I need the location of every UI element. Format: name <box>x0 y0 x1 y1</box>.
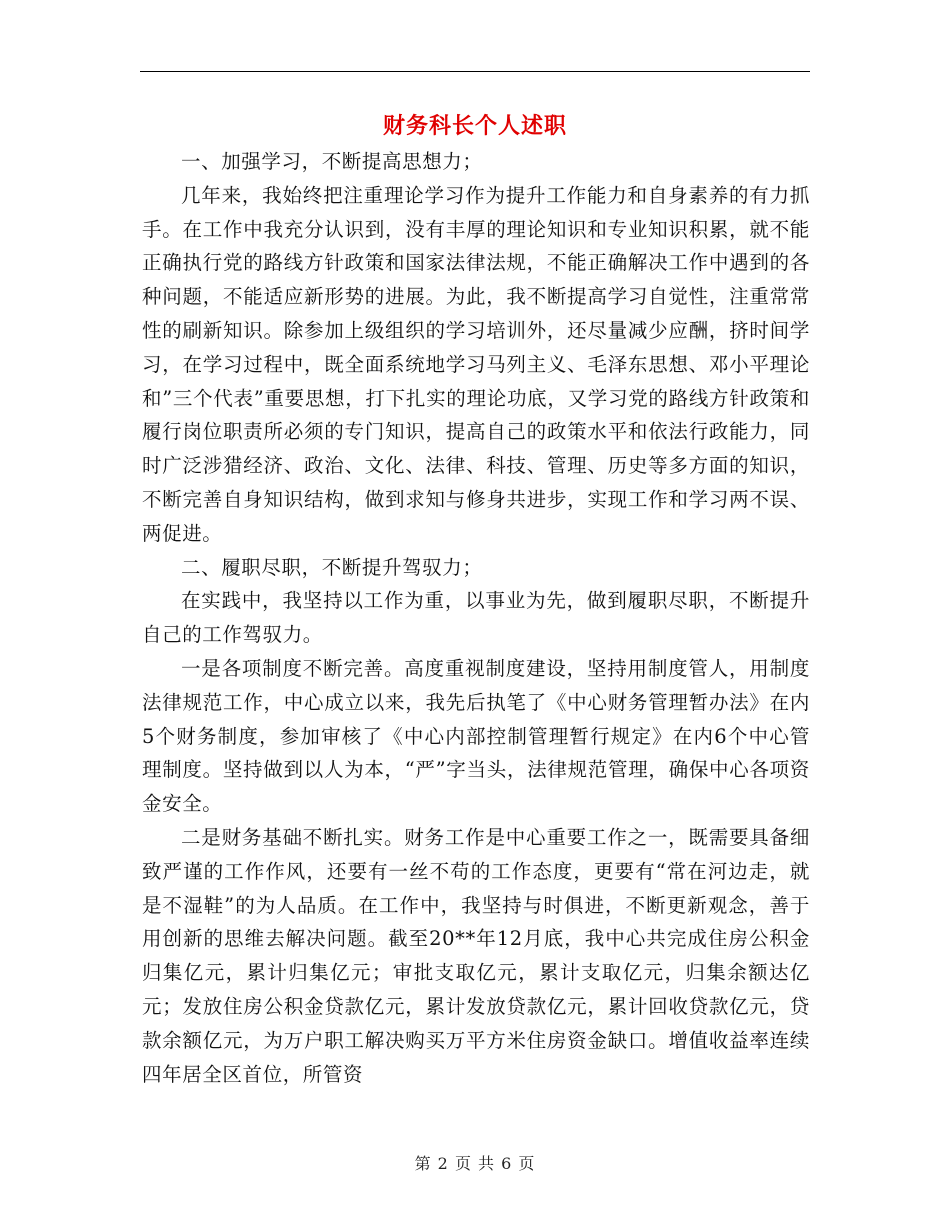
paragraph-heading-2: 二、履职尽职，不断提升驾驭力； <box>181 555 483 579</box>
document-body <box>142 145 810 1091</box>
header-rule <box>140 71 810 72</box>
paragraph: 二是财务基础不断扎实。财务工作是中心重要工作之一，既需要具备细致严谨的工作作风，还要有一丝不苟的工作态度，更要有“常在河边走，就是不湿鞋”的为人品质。在工作中，我坚持与时俱进，不断更新观念，善于用创新的思维去解决问题。截至20**年12月底，我中心共完成住房公积金归集亿元，累计归集亿元；审批支取亿元，累计支取亿元，归集余额达亿元；发放住房公积金贷款亿元，累计发放贷款亿元，累计回收贷款亿元，贷款余额亿元，为万户职工解决购买万平方米住房资金缺口。增值收益率连续四年居全区首位，所管资 <box>142 825 810 1086</box>
page-footer: 第 2 页 共 6 页 <box>414 1154 536 1173</box>
paragraph: 一是各项制度不断完善。高度重视制度建设，坚持用制度管人，用制度法律规范工作，中心成立以来，我先后执笔了《中心财务管理暂办法》在内5个财务制度，参加审核了《中心内部控制管理暂行规定》在内6个中心管理制度。坚持做到以人为本，“严”字当头，法律规范管理，确保中心各项资金安全。 <box>142 656 810 816</box>
paragraph: 几年来，我始终把注重理论学习作为提升工作能力和自身素养的有力抓手。在工作中我充分认识到，没有丰厚的理论知识和专业知识积累，就不能正确执行党的路线方针政策和国家法律法规，不能正确解决工作中遇到的各种问题，不能适应新形势的进展。为此，我不断提高学习自觉性，注重常常性的刷新知识。除参加上级组织的学习培训外，还尽量减少应酬，挤时间学习，在学习过程中，既全面系统地学习马列主义、毛泽东思想、邓小平理论和”三个代表”重要思想，打下扎实的理论功底，又学习党的路线方针政策和履行岗位职责所必须的专门知识，提高自己的政策水平和依法行政能力，同时广泛涉猎经济、政治、文化、法律、科技、管理、历史等多方面的知识，不断完善自身知识结构，做到求知与修身共进步，实现工作和学习两不误、两促进。 <box>142 183 810 545</box>
paragraph-heading-1: 一、加强学习，不断提高思想力； <box>181 150 483 173</box>
paragraph: 在实践中，我坚持以工作为重，以事业为先，做到履职尽职，不断提升自己的工作驾驭力。 <box>142 589 810 647</box>
document-title: 财务科长个人述职 <box>382 113 567 139</box>
